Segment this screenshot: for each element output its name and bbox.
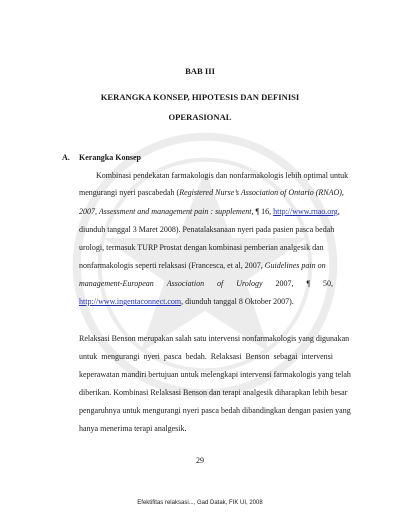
para2-line-2: untuk mengurangi nyeri pasca bedah. Relaksasi Benson sebagai intervensi [79,352,333,361]
chapter-number: BAB III [185,66,215,76]
para2-line-6: hanya menerima terapi analgesik. [79,424,187,433]
page-number: 29 [196,456,204,465]
section-title: Kerangka Konsep [79,153,142,162]
para2-line-5: pengaruhnya untuk mengurangi nyeri pasca bedah dibandingkan dengan pasien yang [79,406,351,415]
para1-line-8: http://www.ingentaconnect.com, diunduh tanggal 8 Oktober 2007). [79,297,294,306]
para1-line-7: management-European Association of Urology 2007, ¶ 50, [79,279,333,288]
chapter-title-line-1: KERANGKA KONSEP, HIPOTESIS DAN DEFINISI [100,92,300,102]
para2-line-4: diberikan. Kombinasi Relaksasi Benson dan terapi analgesik diharapkan lebih besar [79,388,348,397]
para2-line-1: Relaksasi Benson merupakan salah satu intervensi nonfarmakologis yang digunakan [79,334,350,343]
para1-line-4: diunduh tanggal 3 Maret 2008). Penatalaksanaan nyeri pada pasien pasca bedah [79,225,335,234]
para1-line-5: urologi, termasuk TURP Prostat dengan kombinasi pemberian analgesik dan [79,243,324,252]
para2-line-3: keperawatan mandiri bertujuan untuk melengkapi intervensi farmakologis yang telah [79,370,351,379]
section-letter: A. [62,153,70,162]
para1-line-3: 2007, Assessment and management pain : supplement, ¶ 16, http://www.rnao.org, [79,207,340,216]
page-footer: Efektifitas relaksasi..., Gad Datak, FIK UI, 2008 [137,500,263,506]
para1-line-6: nonfarmakologis seperti relaksasi (Francesca, et al, 2007, Guidelines pain on [79,261,326,270]
rnao-link[interactable]: http://www.rnao.org [273,207,338,216]
para1-line-1: Kombinasi pendekatan farmakologis dan nonfarmakologis lebih optimal untuk [96,171,349,180]
para1-line-2: mengurangi nyeri pascabedah (Registered Nurse’s Association of Ontario (RNAO), [79,188,344,197]
chapter-title-line-2: OPERASIONAL [168,112,232,122]
citation-rnao: Registered Nurse’s Association of Ontario (RNAO), [179,188,344,197]
ingentaconnect-link[interactable]: http://www.ingentaconnect.com [79,297,182,306]
